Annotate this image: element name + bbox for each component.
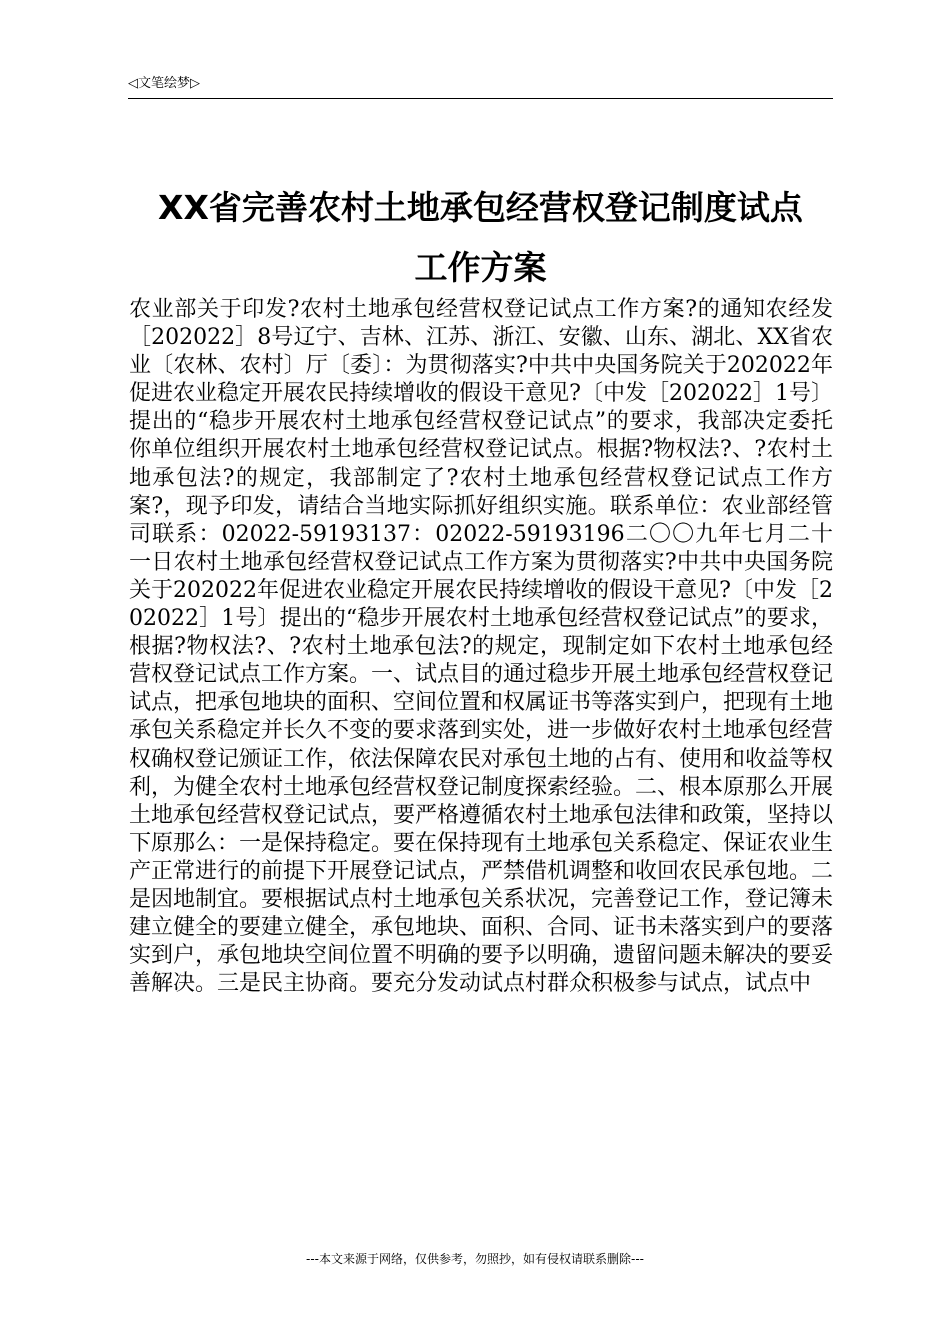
page-header xyxy=(128,74,833,99)
document-body: 农业部关于印发?农村土地承包经营权登记试点工作方案?的通知农经发［202022］8号辽宁、吉林、江苏、浙江、安徽、山东、湖北、XX省农业〔农林、农村〕厅〔委〕：为贯彻落实?中共中央国务院关于202022年促进农业稳定开展农民持续增收的假设干意见?〔中发［202022］1号〕提出的“稳步开展农村土地承包经营权登记试点”的要求，我部决定委托你单位组织开展农村土地承包经营权登记试点。根据?物权法?、?农村土地承包法?的规定，我部制定了?农村土地承包经营权登记试点工作方案?，现予印发，请结合当地实际抓好组织实施。联系单位：农业部经管司联系：02022-59193137：02022-59193196二〇〇九年七月二十一日农村土地承包经营权登记试点工作方案为贯彻落实?中共中央国务院关于202022年促进农业稳定开展农民持续增收的假设干意见?〔中发［202022］1号〕提出的“稳步开展农村土地承包经营权登记试点”的要求，根据?物权法?、?农村土地承包法?的规定，现制定如下农村土地承包经营权登记试点工作方案。一、试点目的通过稳步开展土地承包经营权登记试点，把承包地块的面积、空间位置和权属证书等落实到户，把现有土地承包关系稳定并长久不变的要求落到实处，进一步做好农村土地承包经营权确权登记颁证工作，依法保障农民对承包土地的占有、使用和收益等权利，为健全农村土地承包经营权登记制度探索经验。二、根本原那么开展土地承包经营权登记试点，要严格遵循农村土地承包法律和政策，坚持以下原那么：一是保持稳定。要在保持现有土地承包关系稳定、保证农业生产正常进行的前提下开展登记试点，严禁借机调整和收回农民承包地。二是因地制宜。要根据试点村土地承包关系状况，完善登记工作，登记簿未建立健全的要建立健全，承包地块、面积、合同、证书未落实到户的要落实到户，承包地块空间位置不明确的要予以明确，遗留问题未解决的要妥善解决。三是民主协商。要充分发动试点村群众积极参与试点，试点中 xyxy=(129,297,834,997)
document-title-line-2: 工作方案 xyxy=(414,248,547,287)
document-title-line-1: XX省完善农村土地承包经营权登记制度试点 xyxy=(158,188,803,227)
page-footer-notice: ---本文来源于网络，仅供参考，勿照抄，如有侵权请联系删除--- xyxy=(306,1252,644,1266)
document-title xyxy=(128,178,833,298)
header-brand: ◁文笔绘梦▷ xyxy=(128,76,200,91)
